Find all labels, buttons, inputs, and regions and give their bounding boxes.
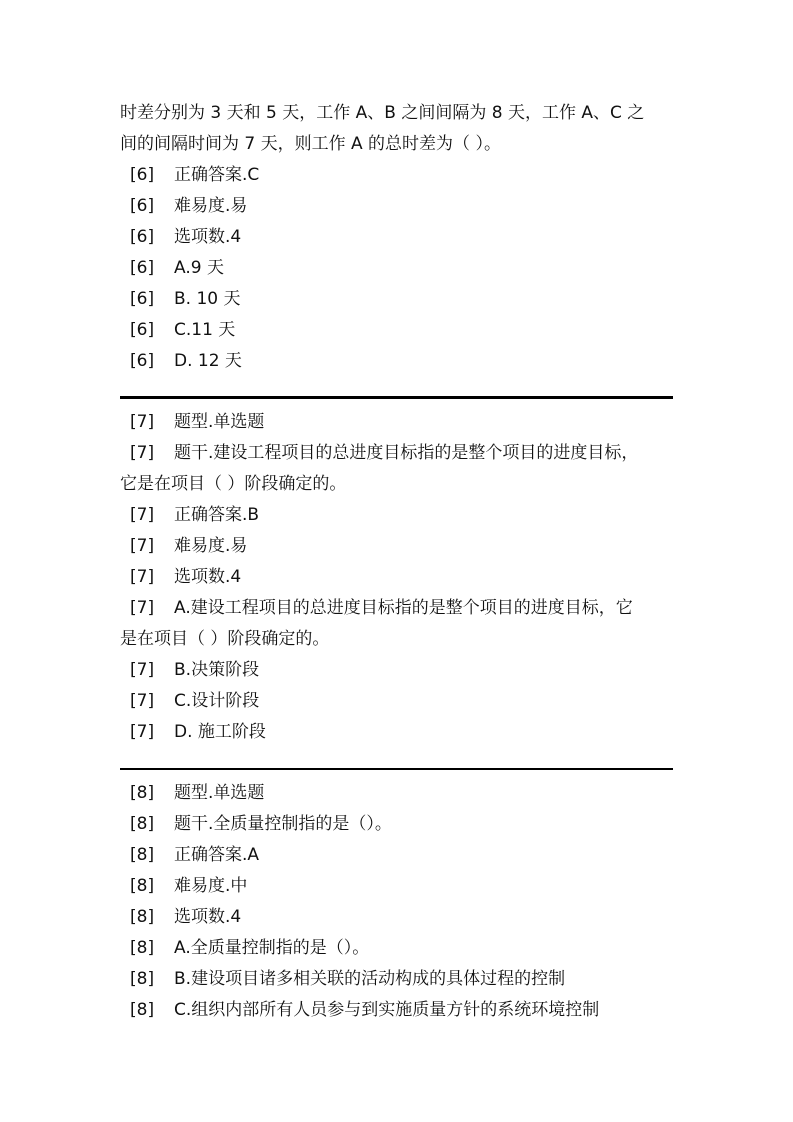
q6-option-count-row — [120, 222, 680, 253]
q8-option-c: C.组织内部所有人员参与到实施质量方针的系统环境控制 — [174, 1000, 600, 1020]
q7-stem-row — [120, 438, 680, 469]
divider-line — [120, 396, 673, 399]
spacer — [120, 748, 680, 760]
q8-option-count-row — [120, 902, 680, 933]
q8-option-a: A.全质量控制指的是（）。 — [174, 938, 370, 958]
q6-option-b-row — [120, 284, 680, 315]
q7-stem-cont-row — [120, 469, 680, 500]
q7-number: [7] — [130, 660, 155, 680]
q8-number: [8] — [130, 969, 155, 989]
q7-number: [7] — [130, 443, 155, 463]
q7-option-c: C.设计阶段 — [174, 691, 260, 711]
q8-option-b: B.建设项目诸多相关联的活动构成的具体过程的控制 — [174, 969, 566, 989]
q8-number: [8] — [130, 1000, 155, 1020]
q6-difficulty: 难易度.易 — [174, 196, 248, 216]
separator-q7 — [120, 389, 680, 407]
q8-number: [8] — [130, 876, 155, 896]
q7-option-a-line-1: A.建设工程项目的总进度目标指的是整个项目的进度目标，它 — [174, 598, 633, 618]
q8-type-row — [120, 778, 680, 809]
q8-number: [8] — [130, 845, 155, 865]
q7-number: [7] — [130, 567, 155, 587]
q6-option-a-row — [120, 253, 680, 284]
q6-answer-row — [120, 160, 680, 191]
q8-type: 题型.单选题 — [174, 783, 265, 803]
q7-option-c-row — [120, 686, 680, 717]
q8-option-a-row — [120, 933, 680, 964]
q6-answer: 正确答案.C — [174, 165, 260, 185]
q6-option-count: 选项数.4 — [174, 227, 242, 247]
q7-number: [7] — [130, 598, 155, 618]
q7-type-row — [120, 407, 680, 438]
q7-option-a-row — [120, 593, 680, 624]
q8-answer: 正确答案.A — [174, 845, 260, 865]
q8-number: [8] — [130, 814, 155, 834]
q7-number: [7] — [130, 722, 155, 742]
q7-type: 题型.单选题 — [174, 412, 265, 432]
q6-option-c: C.11 天 — [174, 320, 236, 340]
q8-number: [8] — [130, 938, 155, 958]
q6-number: [6] — [130, 165, 155, 185]
q6-number: [6] — [130, 351, 155, 371]
intro-line-1 — [120, 98, 680, 129]
document-content — [120, 98, 680, 1026]
q7-option-a-line-2: 是在项目（ ）阶段确定的。 — [120, 629, 330, 649]
q8-answer-row — [120, 840, 680, 871]
q8-number: [8] — [130, 783, 155, 803]
q7-option-count-row — [120, 562, 680, 593]
q6-number: [6] — [130, 258, 155, 278]
q6-number: [6] — [130, 227, 155, 247]
q7-number: [7] — [130, 505, 155, 525]
q8-difficulty: 难易度.中 — [174, 876, 248, 896]
q7-option-count: 选项数.4 — [174, 567, 242, 587]
q8-stem-row — [120, 809, 680, 840]
q8-number: [8] — [130, 907, 155, 927]
q7-stem-line-1: 题干.建设工程项目的总进度目标指的是整个项目的进度目标， — [174, 443, 639, 463]
q7-stem-line-2: 它是在项目（ ）阶段确定的。 — [120, 474, 347, 494]
q6-number: [6] — [130, 289, 155, 309]
q6-option-a: A.9 天 — [174, 258, 224, 278]
q8-difficulty-row — [120, 871, 680, 902]
q8-option-c-row — [120, 995, 680, 1026]
intro-line-2 — [120, 129, 680, 160]
separator-q8 — [120, 760, 680, 778]
q6-option-d: D. 12 天 — [174, 351, 242, 371]
q6-number: [6] — [130, 320, 155, 340]
spacer — [120, 377, 680, 389]
q6-option-d-row — [120, 346, 680, 377]
q7-difficulty-row — [120, 531, 680, 562]
q8-stem: 题干.全质量控制指的是（）。 — [174, 814, 392, 834]
q7-answer-row — [120, 500, 680, 531]
q6-option-c-row — [120, 315, 680, 346]
q6-difficulty-row — [120, 191, 680, 222]
q7-number: [7] — [130, 536, 155, 556]
intro-text-2: 间的间隔时间为 7 天，则工作 A 的总时差为（ ）。 — [120, 134, 501, 154]
q7-option-d: D. 施工阶段 — [174, 722, 266, 742]
q8-option-b-row — [120, 964, 680, 995]
q7-number: [7] — [130, 412, 155, 432]
q7-number: [7] — [130, 691, 155, 711]
q7-answer: 正确答案.B — [174, 505, 260, 525]
q7-option-b-row — [120, 655, 680, 686]
q7-difficulty: 难易度.易 — [174, 536, 248, 556]
q7-option-d-row — [120, 717, 680, 748]
q6-option-b: B. 10 天 — [174, 289, 241, 309]
q8-option-count: 选项数.4 — [174, 907, 242, 927]
divider-line — [120, 768, 673, 770]
q7-option-a-cont-row — [120, 624, 680, 655]
q7-option-b: B.决策阶段 — [174, 660, 260, 680]
q6-number: [6] — [130, 196, 155, 216]
intro-text-1: 时差分别为 3 天和 5 天，工作 A、B 之间间隔为 8 天，工作 A、C 之 — [120, 103, 645, 123]
